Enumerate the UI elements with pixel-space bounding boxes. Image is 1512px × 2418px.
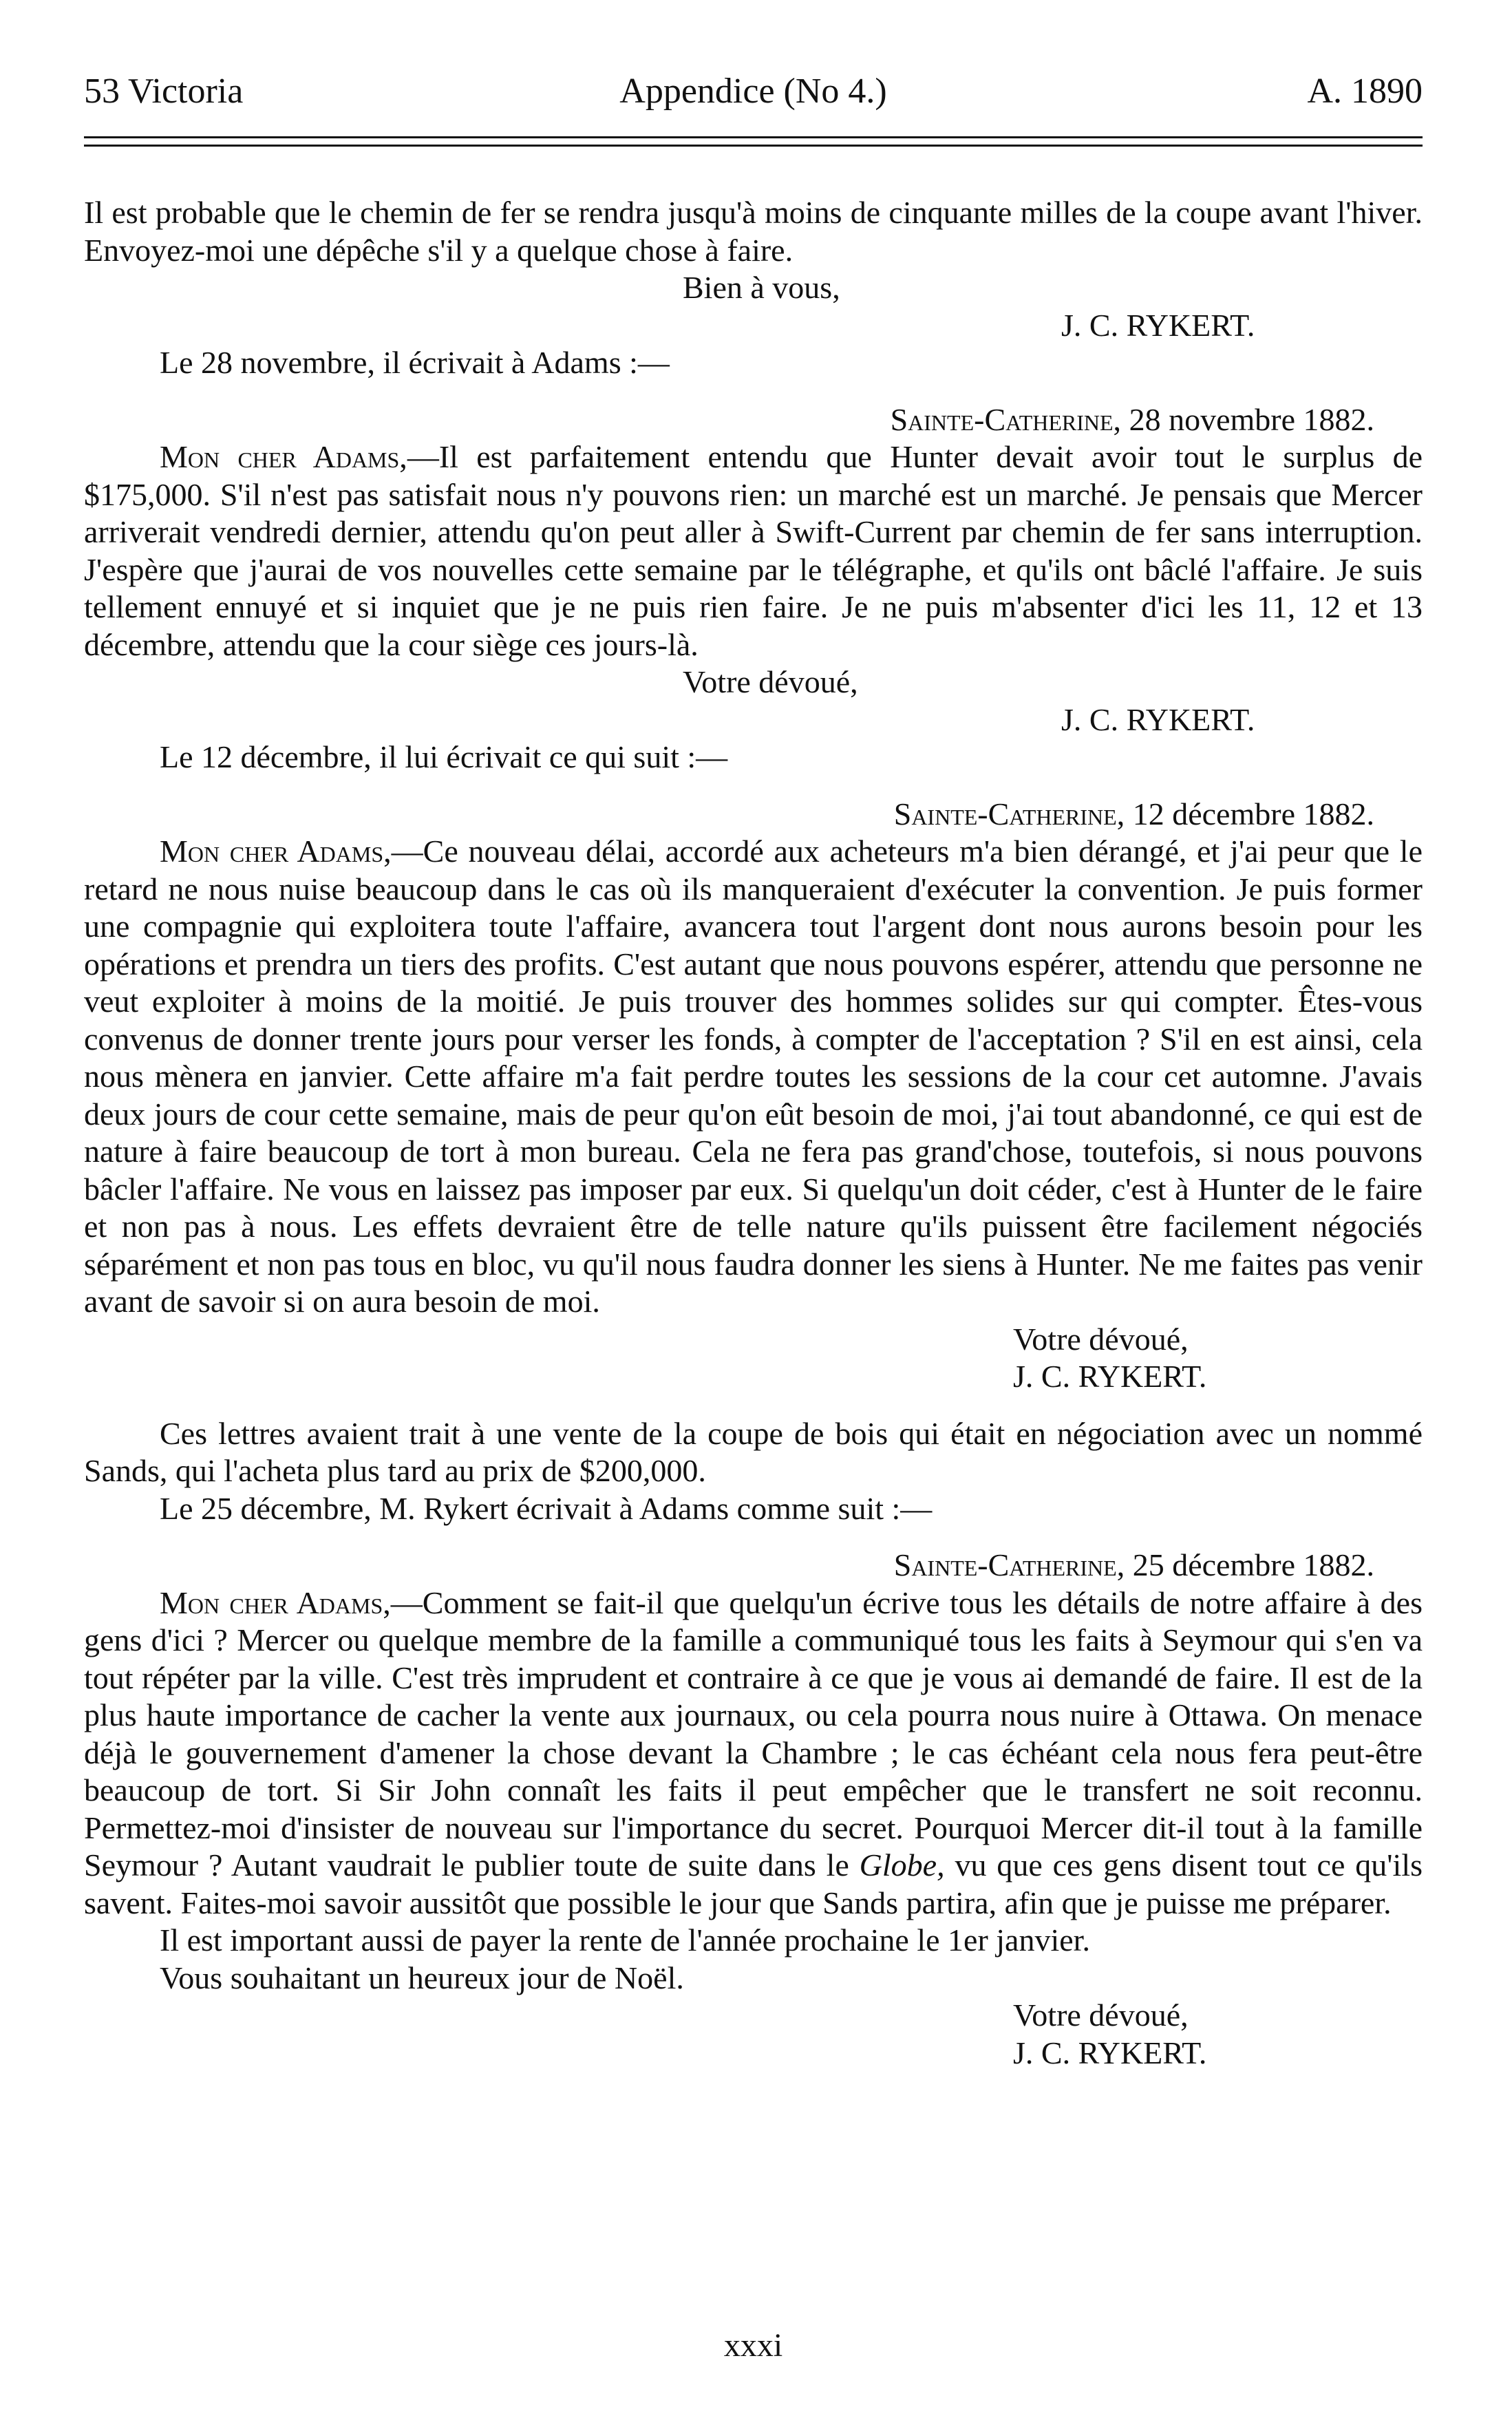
salutation: Mon cher Adams, <box>160 439 407 474</box>
letter-signature: J. C. RYKERT. <box>1061 307 1255 343</box>
letter-signature: J. C. RYKERT. <box>1013 1359 1207 1394</box>
letter-intro: Le 12 décembre, il lui écrivait ce qui suit :— <box>160 739 728 774</box>
salutation: Mon cher Adams, <box>160 1584 391 1620</box>
salutation: Mon cher Adams, <box>160 834 392 869</box>
paragraph: Mon cher Adams,—Ce nouveau délai, accordé aux acheteurs m'a bien dérangé, et j'ai peur que le retard ne nous nuise beaucoup dans le cas où ils manqueraient d'exécuter la convention. Je puis former une compagnie qui exploitera toute l'affaire, avancera tout l'argent dont nous aurons besoin pour les opérations et prendra un tiers des profits. C'est autant que nous pouvons espérer, attendu que personne ne veut exploiter à moins de la moitié. Je puis trouver des hommes solides sur qui compter. Êtes-vous convenus de donner trente jours pour verser les fonds, à compter de l'acceptation ? S'il en est ainsi, cela nous mènera en janvier. Cette affaire m'a fait perdre toutes les sessions de la cour cet automne. J'avais deux jours de cour cette semaine, mais de peur qu'on eût besoin de moi, j'ai tout abandonné, ce qui est de nature à faire beaucoup de tort à mon bureau. Cela ne fera pas grand'chose, toutefois, si nous pouvons bâcler l'affaire. Ne vous en laissez pas imposer par eux. Si quelqu'un doit céder, c'est à Hunter de le faire et non pas à nous. Les effets devraient être de telle nature qu'ils puissent être facilement négociés séparément et non pas tous en bloc, vu qu'il nous faudra donner les siens à Hunter. Ne me faites pas venir avant de savoir si on aura besoin de moi. <box>84 834 1423 1319</box>
letter-dateline <box>84 796 1423 834</box>
dateline-date: 12 décembre 1882. <box>1132 796 1374 831</box>
header-title: Appendice (No 4.) <box>619 72 887 111</box>
dateline-place: Sainte-Catherine, <box>893 796 1125 831</box>
letter-dateline <box>84 1547 1423 1584</box>
header-rule-bottom <box>84 145 1423 147</box>
newspaper-title: Globe, <box>859 1847 945 1883</box>
running-header <box>84 67 1423 116</box>
letter-body <box>84 194 1423 2072</box>
dateline-date: 28 novembre 1882. <box>1129 401 1374 437</box>
letter-signature: J. C. RYKERT. <box>1061 701 1255 737</box>
dateline-place: Sainte-Catherine, <box>890 401 1122 437</box>
letter-closing: Votre dévoué, <box>1013 1321 1189 1357</box>
letter-closing: Votre dévoué, <box>683 664 858 699</box>
letter-closing: Votre dévoué, <box>1013 1997 1189 2033</box>
paragraph: Il est important aussi de payer la rente de l'année prochaine le 1er janvier. <box>160 1922 1090 1958</box>
document-page <box>84 0 1423 2418</box>
paragraph: Vous souhaitant un heureux jour de Noël. <box>160 1960 684 1995</box>
page-number: xxxi <box>723 2327 783 2364</box>
paragraph: Mon cher Adams,—Il est parfaitement entendu que Hunter devait avoir tout le surplus de $175,000. S'il n'est pas satisfait nous n'y pouvons rien: un marché est un marché. Je pensais que Mercer arriverait vendredi dernier, attendu qu'on peut aller à Swift-Current par chemin de fer sans interruption. J'espère que j'aurai de vos nouvelles cette semaine par le télégraphe, et qu'ils ont bâclé l'affaire. Je suis tellement ennuyé et si inquiet que je ne puis rien faire. Je ne puis m'absenter d'ici les 11, 12 et 13 décembre, attendu que la cour siège ces jours-là. <box>84 439 1423 662</box>
letter-intro: Le 28 novembre, il écrivait à Adams :— <box>160 345 670 380</box>
dateline-place: Sainte-Catherine, <box>893 1547 1125 1582</box>
paragraph: Il est probable que le chemin de fer se rendra jusqu'à moins de cinquante milles de la coupe avant l'hiver. Envoyez-moi une dépêche s'il y a quelque chose à faire. <box>84 195 1423 268</box>
letter-dateline <box>84 401 1423 439</box>
paragraph: Ces lettres avaient trait à une vente de la coupe de bois qui était en négociation avec un nommé Sands, qui l'acheta plus tard au prix de $200,000. <box>84 1415 1423 1488</box>
dateline-date: 25 décembre 1882. <box>1132 1547 1374 1582</box>
letter-closing: Bien à vous, <box>683 270 840 305</box>
letter-signature: J. C. RYKERT. <box>1013 2035 1207 2070</box>
header-year: A. 1890 <box>1307 72 1423 111</box>
paragraph: Mon cher Adams,—Comment se fait-il que quelqu'un écrive tous les détails de notre affaire à des gens d'ici ? Mercer ou quelque membre de la famille a communiqué tous les faits à Seymour qui s'en va tout répéter par la ville. C'est très imprudent et contraire à ce que je vous ai demandé de faire. Il est de la plus haute importance de cacher la vente aux journaux, ou cela pourra nous nuire à Ottawa. On menace déjà le gouvernement d'amener la chose devant la Chambre ; le cas échéant cela nous fera peut-être beaucoup de tort. Si Sir John connaît les faits il peut empêcher que le transfert ne soit reconnu. Permettez-moi d'insister de nouveau sur l'importance du secret. Pourquoi Mercer dit-il tout à la famille Seymour ? Autant vaudrait le publier toute de suite dans le Globe, vu que ces gens disent tout ce qu'ils savent. Faites-moi savoir aussitôt que possible le jour que Sands partira, afin que je puisse me préparer. <box>84 1584 1423 1920</box>
header-rule-top <box>84 136 1423 138</box>
header-session: 53 Victoria <box>84 72 244 111</box>
letter-intro: Le 25 décembre, M. Rykert écrivait à Adams comme suit :— <box>160 1490 933 1526</box>
